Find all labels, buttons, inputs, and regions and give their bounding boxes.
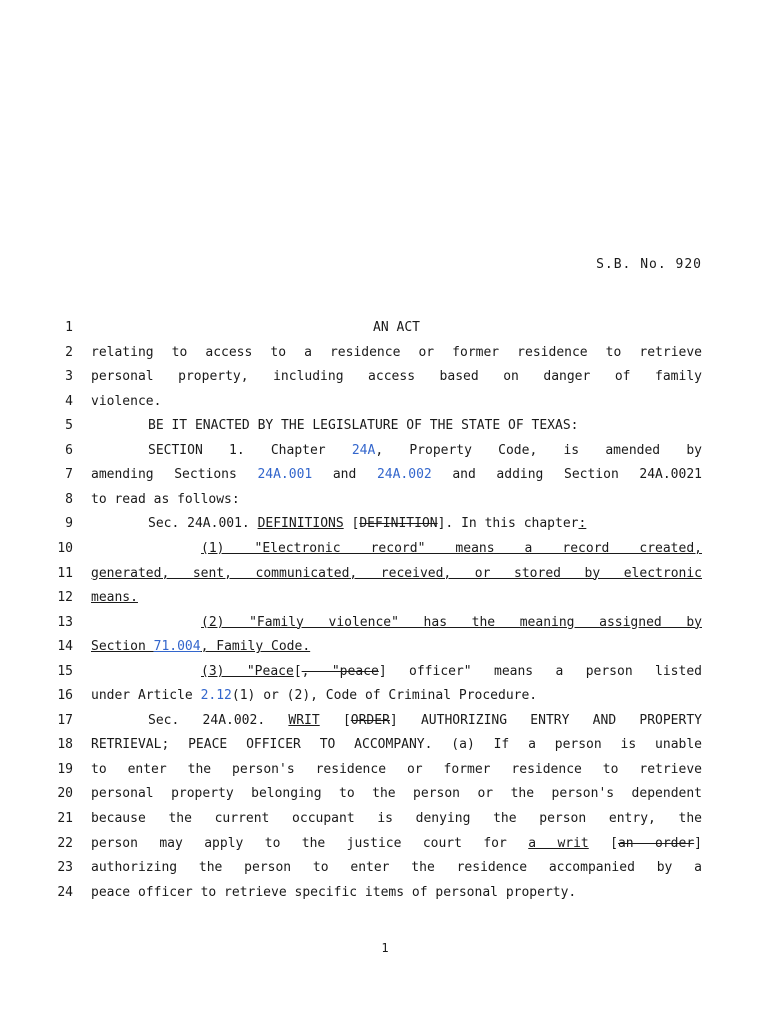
text-segment: amending Sections — [91, 467, 258, 483]
line-number: 22 — [57, 835, 73, 851]
line-number: 24 — [57, 884, 73, 900]
line-number: 20 — [57, 786, 73, 802]
inserted-text: DEFINITIONS — [257, 516, 344, 532]
line-text — [91, 566, 702, 581]
bill-line — [0, 464, 770, 486]
bill-line — [0, 661, 770, 683]
text-segment: (1) or (2), Code of Criminal Procedure. — [231, 688, 538, 704]
line-text — [91, 836, 702, 851]
bill-line — [0, 587, 770, 609]
line-number: 19 — [57, 761, 73, 777]
line-number: 17 — [57, 712, 73, 728]
text-segment: [ — [293, 663, 302, 679]
bill-line — [0, 489, 770, 511]
line-number: 23 — [57, 860, 73, 876]
bill-line — [0, 759, 770, 781]
statute-link[interactable]: 2.12 — [200, 688, 232, 704]
text-segment: [ — [319, 712, 351, 728]
line-text — [91, 516, 702, 531]
inserted-text: (2) "Family violence" has the meaning assigned by — [201, 614, 702, 630]
line-text — [91, 541, 702, 556]
inserted-text: WRIT — [288, 712, 320, 728]
text-segment: and — [312, 467, 377, 483]
line-number: 18 — [57, 737, 73, 753]
line-number: 10 — [57, 540, 73, 556]
text-segment: because the current occupant is denying the person entry, the — [91, 811, 702, 826]
line-number: 14 — [57, 639, 73, 655]
text-segment: SECTION 1. Chapter — [148, 442, 352, 458]
text-segment: peace officer to retrieve specific items of personal property. — [91, 884, 577, 900]
line-number: 11 — [57, 565, 73, 581]
text-segment: , Property Code, is amended by — [375, 442, 702, 458]
inserted-text: , Family Code. — [200, 639, 311, 655]
line-text — [91, 639, 702, 654]
line-text — [91, 443, 702, 458]
page-number: 1 — [381, 941, 389, 955]
statute-link[interactable]: 24A.002 — [376, 467, 432, 483]
bill-line — [0, 734, 770, 756]
text-segment: person may apply to the justice court for — [91, 835, 529, 851]
line-number: 21 — [57, 811, 73, 826]
text-segment: Sec. 24A.002. — [148, 712, 289, 728]
line-text — [91, 590, 702, 605]
line-number: 4 — [65, 393, 73, 409]
text-segment: personal property belonging to the person or the person's dependent — [91, 786, 702, 802]
text-segment: RETRIEVAL; PEACE OFFICER TO ACCOMPANY. (a) If a person is unable — [91, 737, 702, 753]
text-segment: and adding Section 24A.0021 — [431, 467, 702, 483]
text-segment: to read as follows: — [91, 491, 240, 507]
inserted-text: means. — [91, 590, 138, 606]
bill-line — [0, 391, 770, 413]
bill-line — [0, 833, 770, 855]
statute-link[interactable]: 24A.001 — [257, 467, 313, 483]
struck-text: an order — [617, 835, 695, 851]
bill-line — [0, 612, 770, 634]
line-text — [91, 713, 702, 728]
statute-link[interactable]: 24A — [351, 442, 376, 458]
text-segment: ]. In this chapter — [437, 516, 579, 532]
line-number: 15 — [57, 663, 73, 679]
line-text — [91, 737, 702, 752]
text-segment: ] — [694, 835, 702, 851]
text-segment: BE IT ENACTED BY THE LEGISLATURE OF THE STATE OF TEXAS: — [148, 418, 579, 434]
text-segment: to enter the person's residence or former residence to retrieve — [91, 761, 702, 777]
line-number: 16 — [57, 688, 73, 704]
bill-line — [0, 783, 770, 805]
statute-link[interactable]: 71.004 — [153, 639, 201, 655]
line-text — [91, 418, 702, 433]
text-segment: ] officer" means a person listed — [378, 663, 702, 679]
text-segment: Sec. 24A.001. — [148, 516, 258, 532]
line-text — [91, 345, 702, 360]
line-number: 1 — [65, 320, 73, 335]
bill-line — [0, 710, 770, 732]
line-text — [91, 860, 702, 875]
line-text — [91, 885, 702, 900]
struck-text: DEFINITION — [359, 516, 438, 532]
bill-line — [0, 808, 770, 830]
text-segment: ] AUTHORIZING ENTRY AND PROPERTY — [389, 712, 702, 728]
line-text — [91, 320, 702, 335]
bill-line — [0, 366, 770, 388]
bill-line — [0, 538, 770, 560]
line-number: 13 — [57, 614, 73, 630]
line-number: 7 — [65, 467, 73, 483]
line-text — [91, 762, 702, 777]
line-text — [91, 664, 702, 679]
line-text — [91, 492, 702, 507]
line-number: 6 — [65, 442, 73, 458]
line-text — [91, 786, 702, 801]
line-number: 9 — [65, 516, 73, 532]
line-number: 2 — [65, 344, 73, 360]
bill-line — [0, 882, 770, 904]
inserted-text: generated, sent, communicated, received, or stored by electronic — [91, 565, 702, 581]
line-text — [91, 811, 702, 826]
bill-line — [0, 636, 770, 658]
line-number: 12 — [57, 590, 73, 606]
line-text — [91, 688, 702, 703]
inserted-text: (1) "Electronic record" means a record created, — [201, 540, 702, 556]
bill-number: S.B. No. 920 — [596, 257, 702, 272]
line-number: 3 — [65, 369, 73, 385]
line-number: 8 — [65, 491, 73, 507]
bill-line — [0, 513, 770, 535]
bill-line — [0, 415, 770, 437]
bill-line — [0, 342, 770, 364]
text-segment: authorizing the person to enter the residence accompanied by a — [91, 860, 702, 876]
inserted-text: a writ — [528, 835, 589, 851]
text-segment: under Article — [91, 688, 201, 704]
line-text — [91, 369, 702, 384]
line-text — [91, 615, 702, 630]
inserted-text: : — [578, 516, 587, 532]
struck-text: , "peace — [301, 663, 379, 679]
bill-line — [0, 563, 770, 585]
text-segment: relating to access to a residence or former residence to retrieve — [91, 344, 702, 360]
bill-line — [0, 685, 770, 707]
inserted-text: (3) "Peace — [201, 663, 294, 679]
text-segment: personal property, including access based on danger of family — [91, 369, 702, 385]
line-number: 5 — [65, 418, 73, 434]
text-segment: [ — [343, 516, 360, 532]
bill-line — [0, 440, 770, 462]
struck-text: ORDER — [350, 712, 390, 728]
text-segment: AN ACT — [373, 320, 420, 335]
inserted-text: Section — [91, 639, 154, 655]
text-segment: [ — [588, 835, 618, 851]
line-text — [91, 394, 702, 409]
bill-line — [0, 317, 770, 339]
line-text — [91, 467, 702, 482]
text-segment: violence. — [91, 393, 162, 409]
bill-line — [0, 857, 770, 879]
